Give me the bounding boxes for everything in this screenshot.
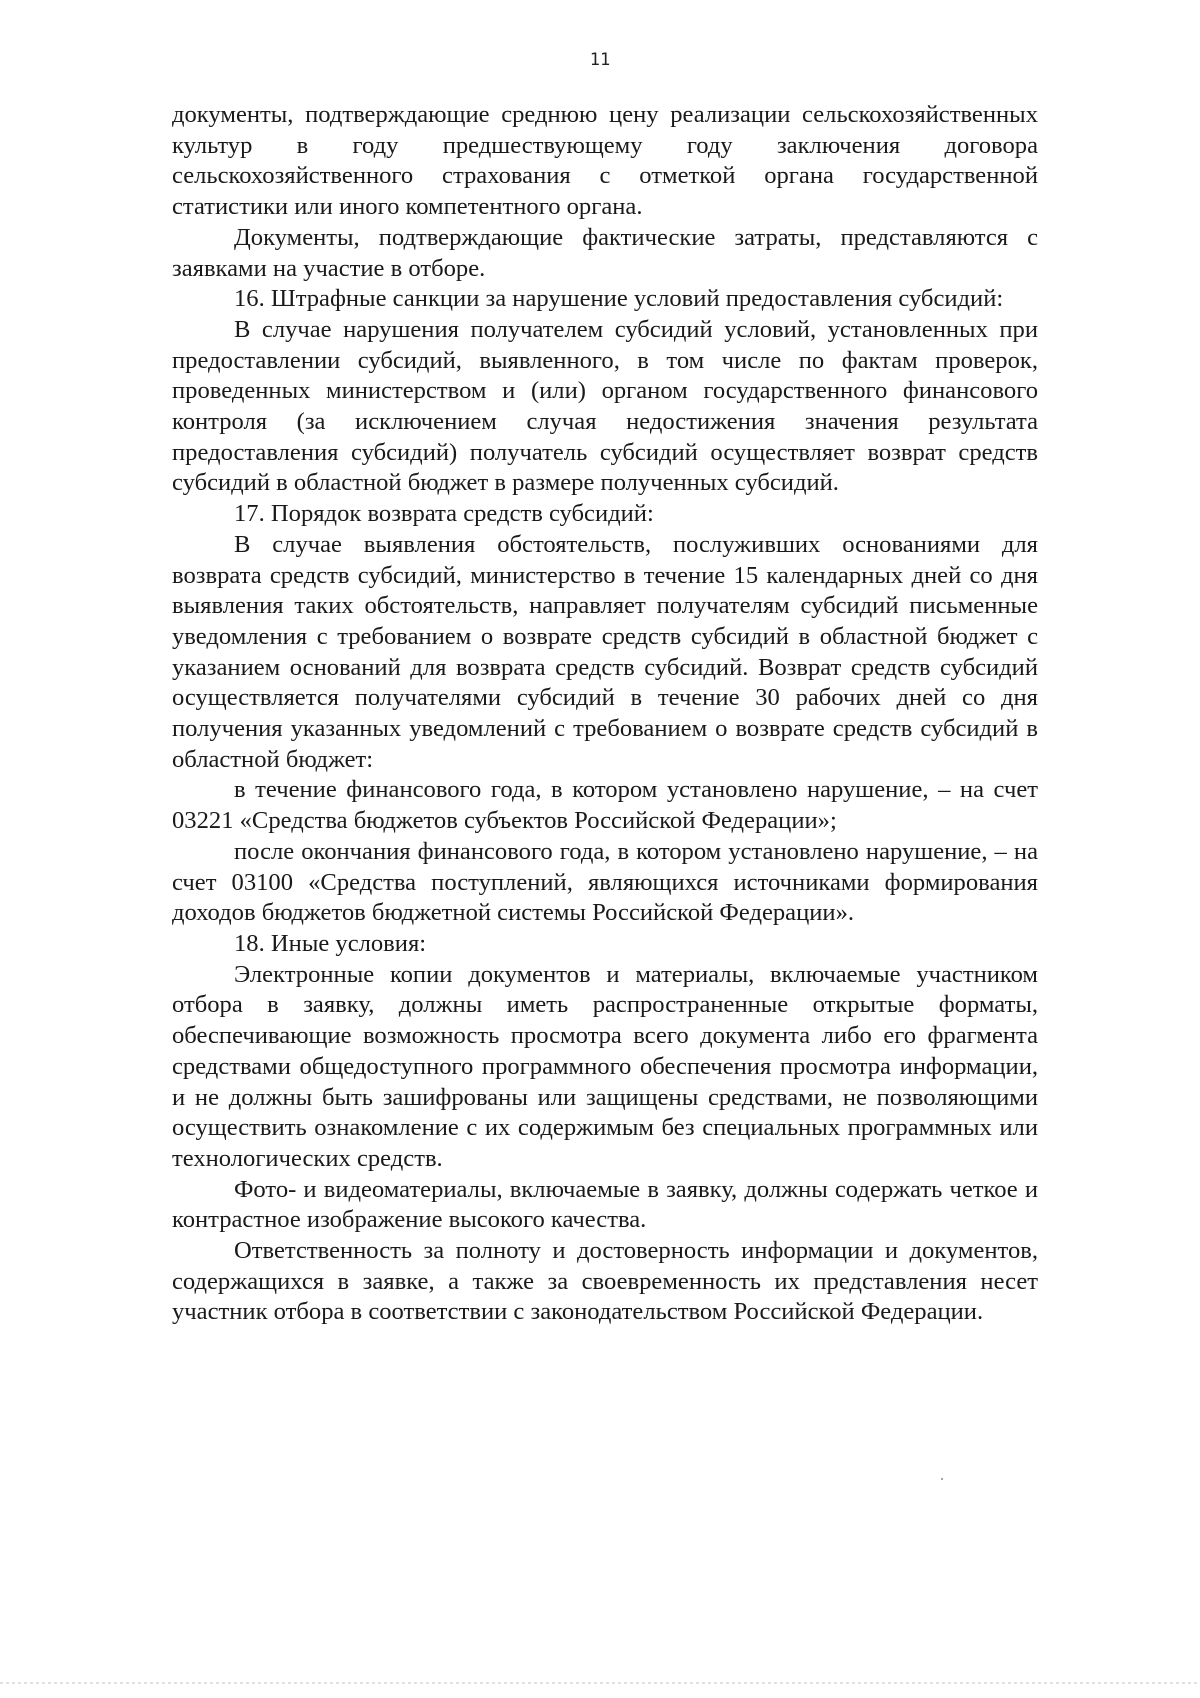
paragraph-photo-video: Фото- и видеоматериалы, включаемые в заявку, должны содержать четкое и контрастное изображение высокого качества. (172, 1175, 1038, 1234)
paragraph-account-03221: в течение финансового года, в котором установлено нарушение, – на счет 03221 «Средства бюджетов субъектов Российской Федерации»; (172, 776, 1038, 835)
paragraph-crop-price-documents: документы, подтверждающие среднюю цену реализации сельскохозяйственных культур в году предшествующему году заключения договора сельскохозяйственного страхования с отметкой органа государственной статистики или иного компетентного органа. (172, 101, 1038, 221)
paragraph-electronic-copies: Электронные копии документов и материалы, включаемые участником отбора в заявку, должны иметь распространенные открытые форматы, обеспечивающие возможность просмотра всего документа либо его фрагмента средствами общедоступного программного обеспечения просмотра информации, и не должны быть зашифрованы или защищены средствами, не позволяющими осуществить ознакомление с их содержимым без специальных программных или технологических средств. (172, 960, 1038, 1172)
paragraph-penalty-sanctions: В случае нарушения получателем субсидий условий, установленных при предоставлении субсидий, выявленного, в том числе по фактам проверок, проведенных министерством и (или) органом государственного финансового контроля (за исключением случая недостижения значения результата предоставления субсидий) получатель субсидий осуществляет возврат средств субсидий в областной бюджет в размере полученных субсидий. (172, 315, 1038, 497)
paragraph-account-03100: после окончания финансового года, в котором установлено нарушение, – на счет 03100 «Средства поступлений, являющихся источниками формирования доходов бюджетов бюджетной системы Российской Федерации». (172, 837, 1038, 927)
document-body (172, 100, 1038, 1328)
scan-bottom-edge (0, 1682, 1200, 1684)
paragraph-return-procedure: В случае выявления обстоятельств, послуживших основаниями для возврата средств субсидий, министерство в течение 15 календарных дней со дня выявления таких обстоятельств, направляет получателям субсидий письменные уведомления с требованием о возврате средств субсидий в областной бюджет с указанием оснований для возврата средств субсидий. Возврат средств субсидий осуществляется получателями субсидий в течение 30 рабочих дней со дня получения указанных уведомлений с требованием о возврате средств субсидий в областной бюджет: (172, 530, 1038, 773)
section-17-heading: 17. Порядок возврата средств субсидий: (234, 500, 654, 528)
page-number: 11 (589, 50, 611, 70)
section-16-heading: 16. Штрафные санкции за нарушение условий предоставления субсидий: (234, 285, 1004, 313)
paragraph-responsibility: Ответственность за полноту и достоверность информации и документов, содержащихся в заявке, а также за своевременность их представления несет участник отбора в соответствии с законодательством Российской Федерации. (172, 1237, 1038, 1326)
paragraph-actual-costs-documents: Документы, подтверждающие фактические затраты, представляются с заявками на участие в отборе. (172, 223, 1038, 282)
section-18-heading: 18. Иные условия: (234, 929, 427, 957)
scan-artifact-dot (941, 1478, 943, 1480)
